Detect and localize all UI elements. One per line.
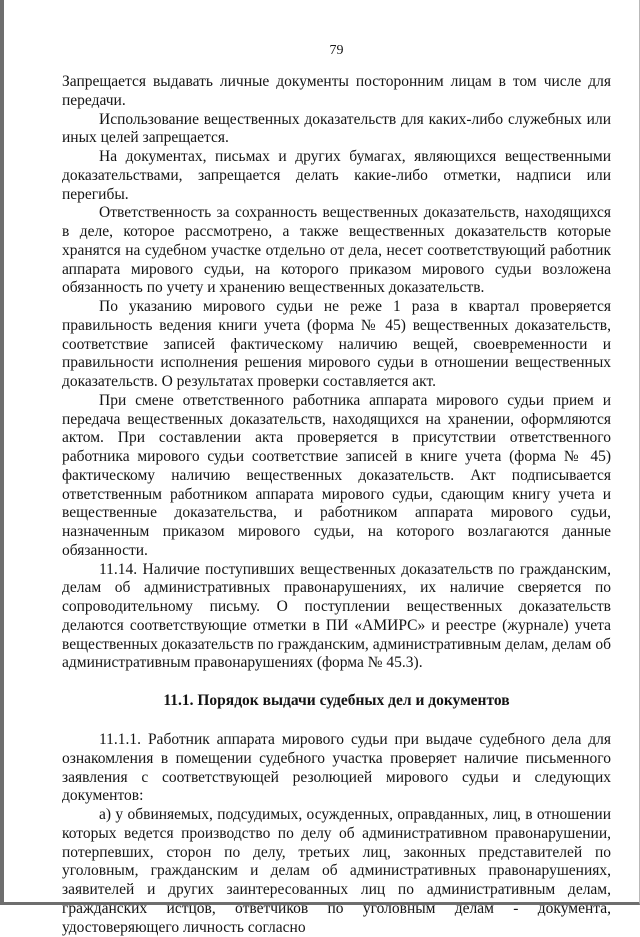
paragraph-evidence-responsibility: Ответственность за сохранность вещественных доказательств, находящихся в деле, которое рассмотрено, а также вещественных доказательств которые хранятся на судебном участке отдельно от дела, несет соответствующий работник аппарата мирового судьи, на которого приказом мирового судьи возложена обязанность по учету и хранению вещественных доказательств.: [62, 204, 611, 297]
paragraph-quarterly-check: По указанию мирового судьи не реже 1 раза в квартал проверяется правильность ведения книги учета (форма № 45) вещественных доказательств, соответствие записей фактическому наличию вещей, своевременности и правильности исполнения решения мирового судьи в отношении вещественных доказательств. О результатах проверки составляется акт.: [62, 298, 611, 390]
document-page: [62, 43, 611, 937]
paragraph-staff-change: При смене ответственного работника аппарата мирового судьи прием и передача вещественных доказательств, находящихся на хранении, оформляются актом. При составлении акта проверяется в присутствии ответственного работника мирового судьи соответствие записей в книге учета (форма № 45) фактическому наличию вещественных доказательств. Акт подписывается ответственным работником аппарата мирового судьи, сдающим книгу учета и вещественные доказательства, и работником аппарата мирового судьи, назначенным приказом мирового судьи, на которого возлагаются данные обязанности.: [62, 391, 611, 559]
section-heading: 11.1. Порядок выдачи судебных дел и документов: [163, 692, 510, 709]
paragraph-11-1-1: 11.1.1. Работник аппарата мирового судьи при выдаче судебного дела для ознакомления в помещении судебного участка проверяет наличие письменного заявления с соответствующей резолюцией мирового судьи и следующих документов:: [62, 731, 611, 805]
paragraph-personal-documents: Запрещается выдавать личные документы посторонним лицам в том числе для передачи.: [62, 73, 611, 109]
paragraph-11-14: 11.14. Наличие поступивших вещественных доказательств по гражданским, делам об административных правонарушениях, их наличие сверяется по сопроводительному письму. О поступлении вещественных доказательств делаются соответствующие отметки в ПИ «АМИРС» и реестре (журнале) учета вещественных доказательств по гражданским, административным делам, делам об административным правонарушениях (форма № 45.3).: [62, 560, 611, 672]
paragraph-item-a: а) у обвиняемых, подсудимых, осужденных, оправданных, лиц, в отношении которых ведется производство по делу об административном правонарушении, потерпевших, сторон по делу, третьих лиц, законных представителей по уголовным, гражданским и делам об административных правонарушениях, заявителей и других заинтересованных лиц по административным делам, гражданских истцов, ответчиков по уголовным делам - документа, удостоверяющего личность согласно: [62, 806, 611, 936]
page-number: 79: [329, 43, 344, 58]
paragraph-evidence-use: Использование вещественных доказательств для каких-либо служебных или иных целей запрещается.: [62, 110, 611, 147]
paragraph-evidence-marks: На документах, письмах и других бумагах, являющихся вещественными доказательствами, запрещается делать какие-либо отметки, надписи или перегибы.: [62, 148, 611, 203]
